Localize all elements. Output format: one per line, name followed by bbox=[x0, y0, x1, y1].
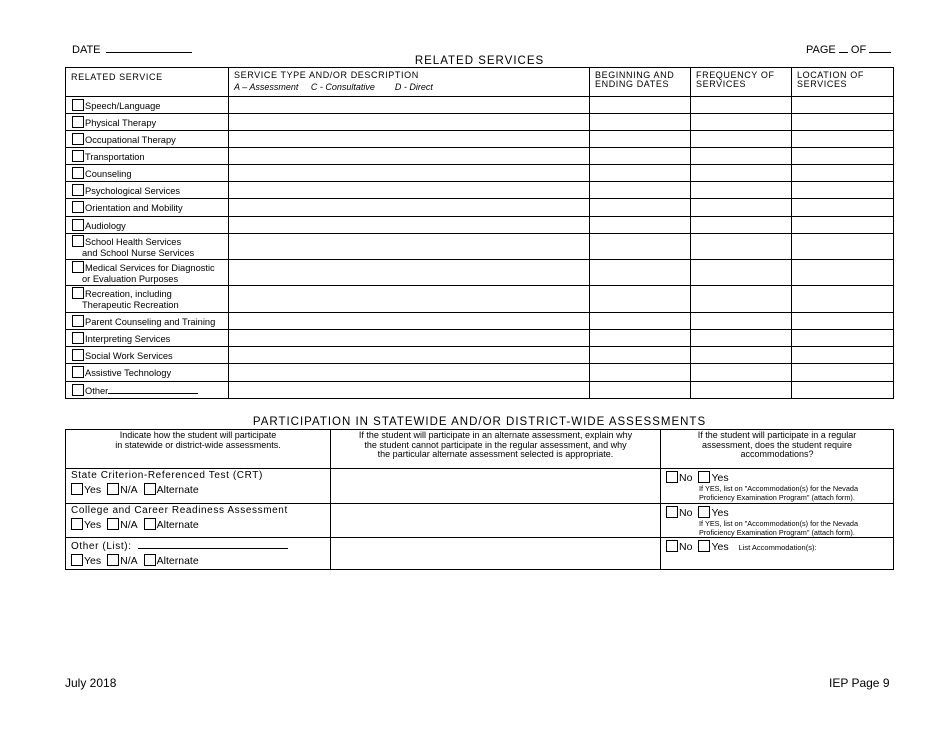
option-alternate-checkbox[interactable] bbox=[144, 518, 156, 530]
option-yes-checkbox[interactable] bbox=[71, 554, 83, 566]
service-name-cell bbox=[66, 182, 229, 199]
service-label: Social Work Services bbox=[85, 350, 173, 361]
service-row bbox=[66, 260, 894, 286]
assess-head-participation bbox=[66, 430, 331, 469]
location-cell[interactable] bbox=[792, 234, 894, 260]
option-yes-label: Yes bbox=[84, 484, 102, 496]
page-label: PAGE bbox=[806, 44, 836, 56]
service-label-line1 bbox=[72, 116, 228, 129]
service-checkbox[interactable] bbox=[72, 167, 84, 179]
frequency-cell[interactable] bbox=[691, 260, 792, 286]
frequency-cell[interactable] bbox=[691, 148, 792, 165]
service-label-line2: or Evaluation Purposes bbox=[82, 273, 179, 284]
option-na-checkbox[interactable] bbox=[107, 554, 119, 566]
related-services-table bbox=[65, 67, 894, 399]
service-label-line1 bbox=[72, 315, 228, 328]
service-checkbox[interactable] bbox=[72, 349, 84, 361]
assess-head3-l3: accommodations? bbox=[740, 449, 814, 459]
service-row bbox=[66, 330, 894, 347]
location-cell[interactable] bbox=[792, 382, 894, 399]
option-alternate[interactable] bbox=[144, 519, 199, 531]
service-checkbox[interactable] bbox=[72, 235, 84, 247]
service-label-line1 bbox=[72, 366, 228, 379]
service-label-line1 bbox=[72, 201, 228, 214]
other-assessment-input-line[interactable] bbox=[138, 539, 288, 549]
frequency-cell[interactable] bbox=[691, 165, 792, 182]
service-row bbox=[66, 313, 894, 330]
service-label-line1 bbox=[72, 219, 228, 232]
accommodation-no-checkbox[interactable] bbox=[666, 540, 678, 552]
type-codes: A – Assessment C - Consultative D - Direct bbox=[234, 82, 433, 92]
service-name-cell bbox=[66, 260, 229, 286]
accommodations-cell bbox=[661, 538, 894, 570]
service-name-cell bbox=[66, 199, 229, 217]
service-name-cell bbox=[66, 114, 229, 131]
dates-cell[interactable] bbox=[590, 114, 691, 131]
frequency-cell[interactable] bbox=[691, 97, 792, 114]
service-label: Transportation bbox=[85, 151, 145, 162]
location-cell[interactable] bbox=[792, 97, 894, 114]
service-name-cell bbox=[66, 286, 229, 313]
dates-cell[interactable] bbox=[590, 131, 691, 148]
service-checkbox[interactable] bbox=[72, 332, 84, 344]
frequency-cell[interactable] bbox=[691, 286, 792, 313]
option-alternate[interactable] bbox=[144, 555, 199, 567]
service-row bbox=[66, 131, 894, 148]
accommodation-no[interactable] bbox=[666, 507, 692, 519]
service-row bbox=[66, 286, 894, 313]
service-label-line1 bbox=[72, 184, 228, 197]
service-label: Speech/Language bbox=[85, 100, 161, 111]
service-label-line1 bbox=[72, 235, 228, 248]
service-name-cell bbox=[66, 217, 229, 234]
service-type-cell[interactable] bbox=[229, 165, 590, 182]
col-header-loc-l2: SERVICES bbox=[797, 79, 848, 89]
service-type-cell[interactable] bbox=[229, 182, 590, 199]
assess-head2-l1: If the student will participate in an alternate assessment, explain why bbox=[358, 430, 633, 440]
location-cell[interactable] bbox=[792, 165, 894, 182]
assess-head1-l1: Indicate how the student will participate bbox=[119, 430, 277, 440]
frequency-cell[interactable] bbox=[691, 364, 792, 382]
option-yes[interactable] bbox=[71, 555, 101, 567]
page-number-line[interactable] bbox=[839, 42, 848, 53]
service-checkbox[interactable] bbox=[72, 261, 84, 273]
option-na[interactable] bbox=[107, 519, 138, 531]
service-label: Orientation and Mobility bbox=[85, 203, 183, 213]
service-label: Medical Services for Diagnostic bbox=[85, 262, 215, 273]
frequency-cell[interactable] bbox=[691, 217, 792, 234]
service-type-cell[interactable] bbox=[229, 347, 590, 364]
accommodations-cell bbox=[661, 469, 894, 504]
option-yes-checkbox[interactable] bbox=[71, 518, 83, 530]
service-label: Other bbox=[85, 385, 109, 396]
col-header-location bbox=[792, 68, 894, 97]
dates-cell[interactable] bbox=[590, 148, 691, 165]
service-row bbox=[66, 148, 894, 165]
participation-options bbox=[66, 552, 330, 567]
service-type-cell[interactable] bbox=[229, 131, 590, 148]
assessment-label bbox=[66, 538, 330, 552]
assessment-row bbox=[66, 504, 894, 538]
footer-page: IEP Page 9 bbox=[829, 676, 890, 690]
assess-head2-l3: the particular alternate assessment selected is appropriate. bbox=[377, 449, 614, 459]
page-field bbox=[806, 42, 891, 56]
location-cell[interactable] bbox=[792, 182, 894, 199]
col-header-service: RELATED SERVICE bbox=[66, 68, 229, 97]
service-label: Audiology bbox=[85, 220, 126, 231]
accommodation-yes-label: Yes bbox=[711, 541, 729, 553]
option-na-label: N/A bbox=[120, 555, 138, 567]
service-label-line1 bbox=[72, 150, 228, 163]
date-input-line[interactable] bbox=[106, 42, 192, 53]
accommodation-options bbox=[666, 506, 893, 519]
participation-options bbox=[66, 481, 330, 496]
alternate-explanation-cell[interactable] bbox=[331, 504, 661, 538]
service-type-cell[interactable] bbox=[229, 382, 590, 399]
of-label: OF bbox=[850, 44, 867, 56]
footer-date: July 2018 bbox=[65, 676, 117, 690]
col-header-frequency bbox=[691, 68, 792, 97]
accommodation-no-checkbox[interactable] bbox=[666, 471, 678, 483]
service-type-cell[interactable] bbox=[229, 313, 590, 330]
frequency-cell[interactable] bbox=[691, 347, 792, 364]
service-row bbox=[66, 217, 894, 234]
frequency-cell[interactable] bbox=[691, 234, 792, 260]
service-label: Psychological Services bbox=[85, 185, 181, 196]
option-yes-checkbox[interactable] bbox=[71, 483, 83, 495]
option-alternate-label: Alternate bbox=[156, 484, 199, 496]
assess-head-alternate bbox=[331, 430, 661, 469]
assessment-label-text: Other (List): bbox=[71, 541, 132, 552]
service-row bbox=[66, 182, 894, 199]
service-name-cell bbox=[66, 330, 229, 347]
service-label-line1 bbox=[72, 384, 228, 397]
page-total-line[interactable] bbox=[869, 42, 891, 53]
option-alternate-checkbox[interactable] bbox=[144, 554, 156, 566]
dates-cell[interactable] bbox=[590, 364, 691, 382]
service-checkbox[interactable] bbox=[72, 150, 84, 162]
service-label-line2: and School Nurse Services bbox=[82, 247, 195, 258]
service-checkbox[interactable] bbox=[72, 201, 84, 213]
option-yes[interactable] bbox=[71, 484, 101, 496]
location-cell[interactable] bbox=[792, 313, 894, 330]
accommodation-note-l2: Proficiency Examination Program" (attach form). bbox=[699, 528, 855, 537]
list-accommodations-label: List Accommodation(s): bbox=[738, 543, 817, 552]
col-header-dates-l1: BEGINNING AND bbox=[595, 70, 675, 80]
service-label: Recreation, including bbox=[85, 289, 172, 299]
service-type-cell[interactable] bbox=[229, 148, 590, 165]
assessment-participation-cell bbox=[66, 504, 331, 538]
accommodation-yes[interactable] bbox=[698, 507, 728, 519]
option-na-checkbox[interactable] bbox=[107, 518, 119, 530]
service-label: Physical Therapy bbox=[85, 117, 157, 128]
accommodation-no-checkbox[interactable] bbox=[666, 506, 678, 518]
dates-cell[interactable] bbox=[590, 347, 691, 364]
service-label-line2: Therapeutic Recreation bbox=[82, 300, 179, 310]
service-row bbox=[66, 234, 894, 260]
date-field bbox=[72, 42, 192, 56]
frequency-cell[interactable] bbox=[691, 330, 792, 347]
service-type-cell[interactable] bbox=[229, 97, 590, 114]
assessment-row bbox=[66, 469, 894, 504]
accommodation-note-l1: If YES, list on "Accommodation(s) for the Nevada bbox=[699, 484, 859, 493]
alternate-explanation-cell[interactable] bbox=[331, 469, 661, 504]
dates-cell[interactable] bbox=[590, 182, 691, 199]
location-cell[interactable] bbox=[792, 114, 894, 131]
frequency-cell[interactable] bbox=[691, 114, 792, 131]
service-row bbox=[66, 199, 894, 217]
option-yes[interactable] bbox=[71, 519, 101, 531]
related-services-title: RELATED SERVICES bbox=[414, 55, 545, 67]
frequency-cell[interactable] bbox=[691, 182, 792, 199]
frequency-cell[interactable] bbox=[691, 131, 792, 148]
assess-head3-l2: assessment, does the student require bbox=[701, 439, 853, 450]
assess-head3-l1: If the student will participate in a regular bbox=[697, 430, 857, 440]
assessment-label-text: College and Career Readiness Assessment bbox=[71, 505, 288, 516]
accommodation-no-label: No bbox=[679, 507, 693, 519]
location-cell[interactable] bbox=[792, 260, 894, 286]
dates-cell[interactable] bbox=[590, 199, 691, 217]
dates-cell[interactable] bbox=[590, 165, 691, 182]
service-type-cell[interactable] bbox=[229, 330, 590, 347]
service-label-line1 bbox=[72, 167, 228, 180]
service-label-line1 bbox=[72, 349, 228, 362]
location-cell[interactable] bbox=[792, 364, 894, 382]
accommodation-no-label: No bbox=[679, 541, 693, 553]
col-header-type bbox=[229, 68, 590, 97]
option-na-label: N/A bbox=[120, 484, 138, 496]
service-checkbox[interactable] bbox=[72, 287, 84, 299]
assessment-label bbox=[66, 504, 330, 516]
service-row bbox=[66, 364, 894, 382]
frequency-cell[interactable] bbox=[691, 199, 792, 217]
service-name-cell bbox=[66, 165, 229, 182]
assess-head2-l2: the student cannot participate in the regular assessment, and why bbox=[364, 439, 627, 450]
service-label: Interpreting Services bbox=[85, 333, 171, 344]
option-na[interactable] bbox=[107, 484, 138, 496]
col-header-dates bbox=[590, 68, 691, 97]
date-label: DATE bbox=[72, 44, 101, 56]
col-header-freq-l2: SERVICES bbox=[696, 79, 747, 89]
service-name-cell bbox=[66, 234, 229, 260]
location-cell[interactable] bbox=[792, 217, 894, 234]
service-label: Occupational Therapy bbox=[85, 134, 176, 145]
service-label: Parent Counseling and Training bbox=[85, 316, 216, 327]
service-type-cell[interactable] bbox=[229, 199, 590, 217]
service-checkbox[interactable] bbox=[72, 315, 84, 327]
service-checkbox[interactable] bbox=[72, 366, 84, 378]
option-na-checkbox[interactable] bbox=[107, 483, 119, 495]
col-header-loc-l1: LOCATION OF bbox=[797, 70, 864, 80]
accommodation-yes[interactable] bbox=[698, 472, 728, 484]
service-name-cell bbox=[66, 364, 229, 382]
service-checkbox[interactable] bbox=[72, 219, 84, 231]
accommodation-yes-label: Yes bbox=[711, 507, 729, 519]
dates-cell[interactable] bbox=[590, 313, 691, 330]
service-label-line1 bbox=[72, 261, 228, 274]
dates-cell[interactable] bbox=[590, 286, 691, 313]
frequency-cell[interactable] bbox=[691, 313, 792, 330]
service-name-cell bbox=[66, 97, 229, 114]
service-type-cell[interactable] bbox=[229, 286, 590, 313]
dates-cell[interactable] bbox=[590, 217, 691, 234]
option-yes-label: Yes bbox=[84, 555, 102, 567]
accommodation-yes-checkbox[interactable] bbox=[698, 506, 710, 518]
location-cell[interactable] bbox=[792, 199, 894, 217]
service-row bbox=[66, 347, 894, 364]
service-row bbox=[66, 114, 894, 131]
location-cell[interactable] bbox=[792, 148, 894, 165]
service-name-cell bbox=[66, 131, 229, 148]
service-label-line1 bbox=[72, 133, 228, 146]
service-checkbox[interactable] bbox=[72, 384, 84, 396]
assessments-table bbox=[65, 429, 894, 570]
service-type-cell[interactable] bbox=[229, 114, 590, 131]
accommodation-yes[interactable] bbox=[698, 541, 728, 553]
accommodation-no[interactable] bbox=[666, 541, 692, 553]
accommodation-options bbox=[666, 540, 893, 553]
other-service-input-line[interactable] bbox=[108, 384, 198, 394]
service-checkbox[interactable] bbox=[72, 133, 84, 145]
service-checkbox[interactable] bbox=[72, 184, 84, 196]
service-type-cell[interactable] bbox=[229, 217, 590, 234]
option-yes-label: Yes bbox=[84, 519, 102, 531]
service-label: Assistive Technology bbox=[85, 368, 172, 378]
service-name-cell bbox=[66, 148, 229, 165]
frequency-cell[interactable] bbox=[691, 382, 792, 399]
accommodation-options bbox=[666, 471, 893, 484]
option-alternate-label: Alternate bbox=[156, 555, 199, 567]
service-label: School Health Services bbox=[85, 236, 182, 247]
service-name-cell bbox=[66, 313, 229, 330]
col-header-freq-l1: FREQUENCY OF bbox=[696, 70, 775, 80]
location-cell[interactable] bbox=[792, 347, 894, 364]
option-alternate-checkbox[interactable] bbox=[144, 483, 156, 495]
assessment-row bbox=[66, 538, 894, 570]
assessments-title: PARTICIPATION IN STATEWIDE AND/OR DISTRICT-WIDE ASSESSMENTS bbox=[252, 416, 707, 428]
service-label-line1 bbox=[72, 99, 228, 112]
assessment-participation-cell bbox=[66, 538, 331, 570]
option-alternate[interactable] bbox=[144, 484, 199, 496]
dates-cell[interactable] bbox=[590, 382, 691, 399]
dates-cell[interactable] bbox=[590, 330, 691, 347]
service-name-cell bbox=[66, 382, 229, 399]
accommodation-note-l2: Proficiency Examination Program" (attach form). bbox=[699, 493, 855, 502]
assess-head1-l2: in statewide or district-wide assessments. bbox=[115, 439, 281, 450]
service-row bbox=[66, 165, 894, 182]
assessment-label-text: State Criterion-Referenced Test (CRT) bbox=[71, 470, 263, 481]
accommodation-note-l1: If YES, list on "Accommodation(s) for the Nevada bbox=[699, 519, 859, 528]
location-cell[interactable] bbox=[792, 131, 894, 148]
accommodation-yes-checkbox[interactable] bbox=[698, 540, 710, 552]
service-checkbox[interactable] bbox=[72, 99, 84, 111]
dates-cell[interactable] bbox=[590, 234, 691, 260]
location-cell[interactable] bbox=[792, 330, 894, 347]
service-type-cell[interactable] bbox=[229, 364, 590, 382]
service-name-cell bbox=[66, 347, 229, 364]
service-label-line1 bbox=[72, 332, 228, 345]
accommodation-yes-label: Yes bbox=[711, 472, 729, 484]
service-row bbox=[66, 382, 894, 399]
accommodation-no-label: No bbox=[679, 472, 693, 484]
option-alternate-label: Alternate bbox=[156, 519, 199, 531]
assessment-label bbox=[66, 469, 330, 481]
option-na[interactable] bbox=[107, 555, 138, 567]
dates-cell[interactable] bbox=[590, 260, 691, 286]
col-header-dates-l2: ENDING DATES bbox=[595, 79, 670, 89]
location-cell[interactable] bbox=[792, 286, 894, 313]
accommodation-yes-checkbox[interactable] bbox=[698, 471, 710, 483]
dates-cell[interactable] bbox=[590, 97, 691, 114]
accommodations-cell bbox=[661, 504, 894, 538]
assessment-participation-cell bbox=[66, 469, 331, 504]
assess-head-accommodations bbox=[661, 430, 894, 469]
service-type-cell[interactable] bbox=[229, 234, 590, 260]
accommodation-no[interactable] bbox=[666, 472, 692, 484]
service-label-line1 bbox=[72, 287, 228, 300]
service-type-cell[interactable] bbox=[229, 260, 590, 286]
service-label: Counseling bbox=[85, 168, 132, 179]
col-header-type-title: SERVICE TYPE AND/OR DESCRIPTION bbox=[234, 70, 419, 80]
service-row bbox=[66, 97, 894, 114]
alternate-explanation-cell[interactable] bbox=[331, 538, 661, 570]
service-checkbox[interactable] bbox=[72, 116, 84, 128]
option-na-label: N/A bbox=[120, 519, 138, 531]
participation-options bbox=[66, 516, 330, 531]
